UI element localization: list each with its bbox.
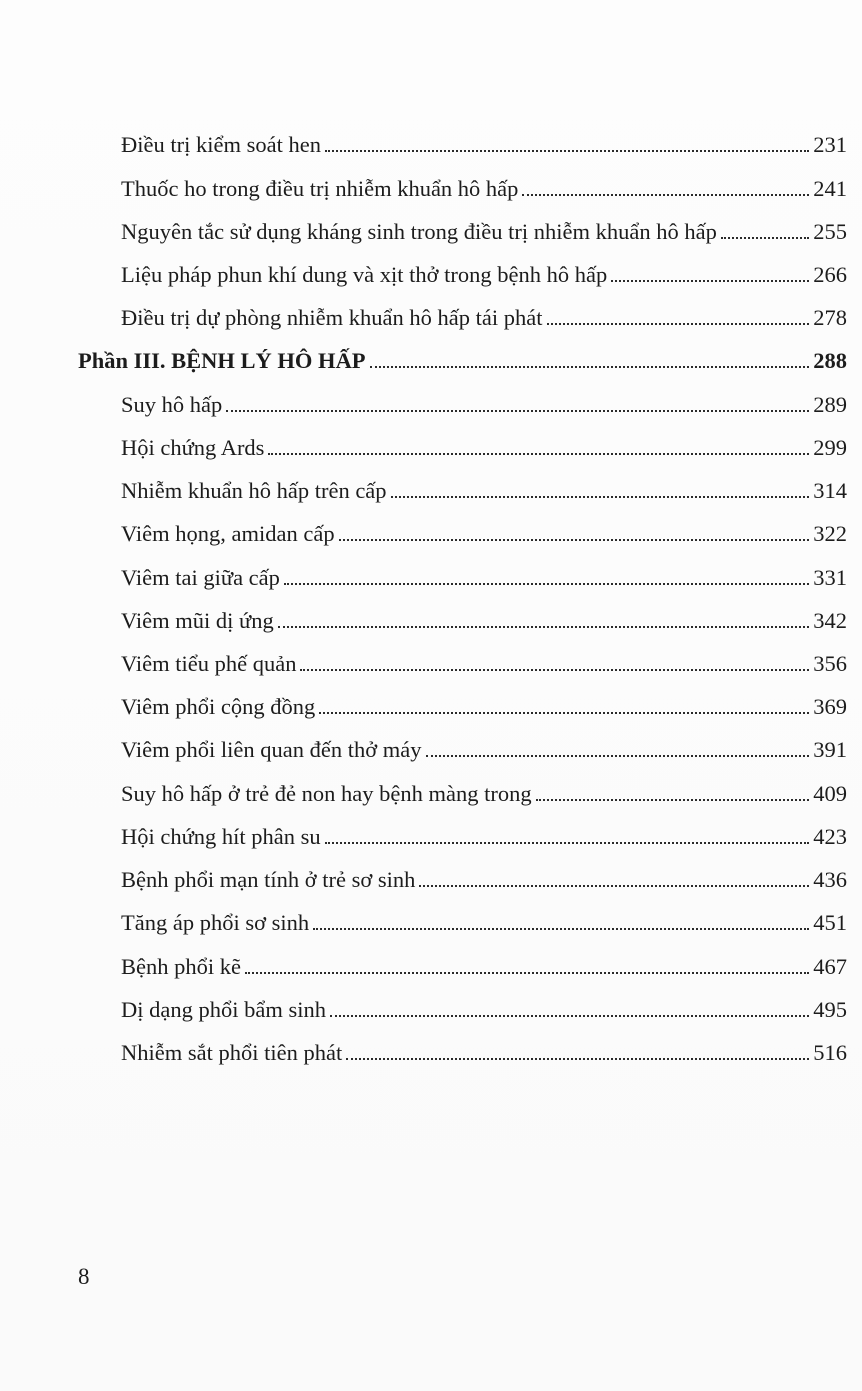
toc-entry-page: 289 [813,392,847,417]
toc-entry-title: Nhiễm sắt phổi tiên phát [121,1040,343,1065]
toc-entry [121,735,847,765]
dot-leader [245,972,809,974]
dot-leader [226,410,809,412]
toc-entry-page: 322 [813,521,847,546]
toc-entry [121,822,847,852]
toc-entry-page: 241 [813,176,847,201]
dot-leader [284,583,809,585]
toc-entry-title: Nhiễm khuẩn hô hấp trên cấp [121,478,387,503]
toc-entry [121,865,847,895]
toc-entry [121,649,847,679]
dot-leader [325,842,810,844]
toc-entry-title: Hội chứng hít phân su [121,824,321,849]
toc-entry-page: 369 [813,694,847,719]
toc-entry-page: 299 [813,435,847,460]
toc-entry-title: Viêm mũi dị ứng [121,608,274,633]
toc-entry-page: 231 [813,132,847,157]
toc-entry [121,606,847,636]
toc-entry-title: Suy hô hấp ở trẻ đẻ non hay bệnh màng trong [121,781,532,806]
toc-entry-title: Viêm phổi liên quan đến thở máy [121,737,422,762]
toc-entry [121,908,847,938]
toc-entry [121,779,847,809]
toc-entry-title: Suy hô hấp [121,392,223,417]
toc-entry-page: 409 [813,781,847,806]
toc-part-title: Phần III. BỆNH LÝ HÔ HẤP [78,348,366,373]
toc-entry [121,476,847,506]
toc-entry-page: 266 [813,262,847,287]
toc-entry-title: Viêm phổi cộng đồng [121,694,316,719]
toc-entry-page: 436 [813,867,847,892]
toc-entry [121,519,847,549]
toc-entry-title: Viêm tiểu phế quản [121,651,297,676]
toc-entry-title: Dị dạng phổi bẩm sinh [121,997,326,1022]
toc-entry-page: 495 [813,997,847,1022]
toc-entry [121,433,847,463]
toc-entry [121,260,847,290]
toc-entry-title: Bệnh phổi mạn tính ở trẻ sơ sinh [121,867,416,892]
toc-entry [121,1038,847,1068]
dot-leader [370,366,810,368]
toc-entry-page: 255 [813,219,847,244]
dot-leader [313,928,809,930]
dot-leader [721,237,809,239]
dot-leader [319,712,809,714]
toc-entry-page: 451 [813,910,847,935]
toc-entry [121,174,847,204]
toc-entry [121,995,847,1025]
toc-entry-page: 314 [813,478,847,503]
toc-entry [121,390,847,420]
dot-leader [300,669,809,671]
dot-leader [278,626,810,628]
toc-entry-title: Thuốc ho trong điều trị nhiễm khuẩn hô hấp [121,176,519,201]
toc-entry-page: 278 [813,305,847,330]
toc-entry-title: Nguyên tắc sử dụng kháng sinh trong điều trị nhiễm khuẩn hô hấp [121,219,717,244]
toc-entry-title: Điều trị kiểm soát hen [121,132,321,157]
dot-leader [522,194,809,196]
dot-leader [391,496,810,498]
toc-entry-page: 342 [813,608,847,633]
toc-entry-page: 391 [813,737,847,762]
toc-entry-page: 356 [813,651,847,676]
toc-entry-page: 516 [813,1040,847,1065]
toc-entry [121,217,847,247]
toc-entry-title: Tăng áp phổi sơ sinh [121,910,310,935]
dot-leader [268,453,809,455]
toc-part-page: 288 [813,348,847,373]
toc-entry [121,303,847,333]
toc-entry-page: 467 [813,954,847,979]
dot-leader [611,280,809,282]
toc-entry [121,692,847,722]
toc-entry-page: 331 [813,565,847,590]
dot-leader [426,755,810,757]
page-number: 8 [78,1264,90,1289]
toc-entry-title: Liệu pháp phun khí dung và xịt thở trong bệnh hô hấp [121,262,608,287]
toc-entry [121,130,847,160]
dot-leader [325,150,809,152]
dot-leader [346,1058,809,1060]
toc-entry-title: Hội chứng Ards [121,435,265,460]
toc-entry-page: 423 [813,824,847,849]
toc-part-heading [78,346,847,376]
toc-entry-title: Bệnh phổi kẽ [121,954,241,979]
toc-entry-title: Viêm tai giữa cấp [121,565,280,590]
dot-leader [536,799,810,801]
dot-leader [339,539,810,541]
dot-leader [419,885,809,887]
dot-leader [330,1015,809,1017]
toc-entry-title: Viêm họng, amidan cấp [121,521,335,546]
dot-leader [547,323,810,325]
toc-entry-title: Điều trị dự phòng nhiễm khuẩn hô hấp tái phát [121,305,543,330]
toc-entry [121,952,847,982]
toc-entry [121,563,847,593]
